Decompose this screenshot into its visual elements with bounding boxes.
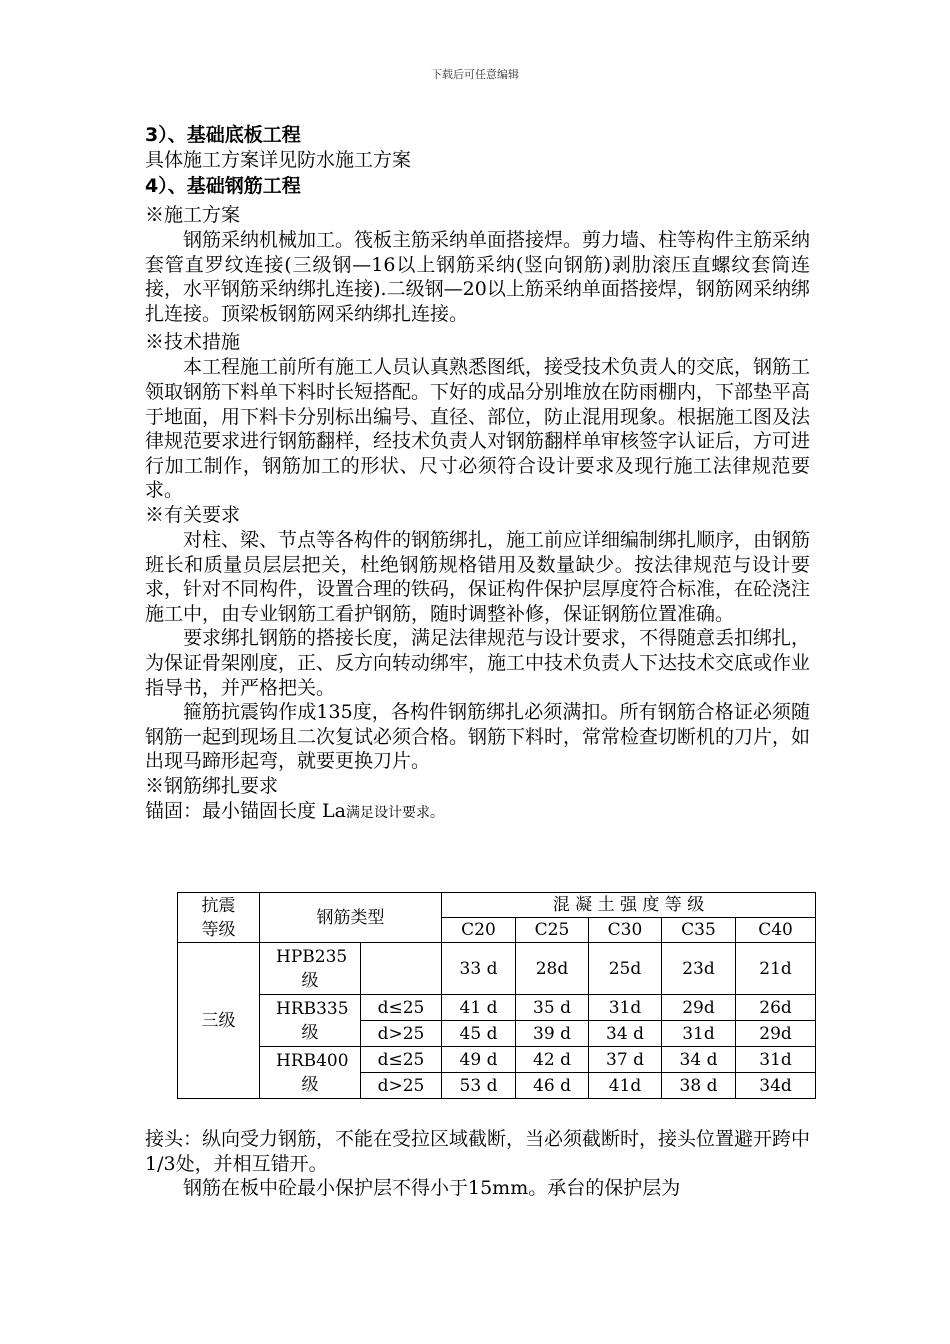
document-body xyxy=(145,122,810,826)
anchor-line xyxy=(145,799,810,826)
rebar-type-cell: HRB400级 xyxy=(260,1047,361,1099)
condition-cell: d>25 xyxy=(361,1021,442,1047)
condition-cell: d≤25 xyxy=(361,995,442,1021)
value-cell: 42 d xyxy=(516,1047,589,1073)
anchor-main: 锚固：最小锚固长度 La xyxy=(145,799,346,822)
table-header-row xyxy=(178,893,816,918)
value-cell: 35 d xyxy=(516,995,589,1021)
value-cell: 34d xyxy=(736,1073,816,1099)
value-cell: 31d xyxy=(662,1021,736,1047)
plan-text: 钢筋采纳机械加工。筏板主筋采纳单面搭接焊。剪力墙、柱等构件主筋采纳套管直罗纹连接(三级钢—16以上钢筋采纳(竖向钢筋)剥肋滚压直螺纹套筒连接，水平钢筋采纳绑扎连接).二级钢—20以上筋采纳单面搭接焊，钢筋网采纳绑扎连接。顶梁板钢筋网采纳绑扎连接。 xyxy=(145,229,811,325)
condition-cell: d≤25 xyxy=(361,1047,442,1073)
rebar-type-cell: HRB335级 xyxy=(260,995,361,1047)
value-cell: 26d xyxy=(736,995,816,1021)
req-paragraph-3: 箍筋抗震钩作成135度，各构件钢筋绑扎必须满扣。所有钢筋合格证必须随钢筋一起到现场且二次复试必须合格。钢筋下料时，常常检查切断机的刀片，如出现马蹄形起弯，就要更换刀片。 xyxy=(145,701,811,773)
table-row xyxy=(178,943,816,995)
condition-cell: d>25 xyxy=(361,1073,442,1099)
anchor-small: 满足设计要求。 xyxy=(346,804,444,821)
value-cell: 34 d xyxy=(662,1047,736,1073)
seismic-level-cell: 三级 xyxy=(178,943,260,1099)
tech-title: ※技术措施 xyxy=(145,331,241,354)
section-4-title: 4）、基础钢筋工程 xyxy=(145,175,301,197)
rebar-type-cell: HPB235级 xyxy=(260,943,361,995)
value-cell: 41d xyxy=(589,1073,662,1099)
header-seismic: 抗震等级 xyxy=(178,893,260,943)
bind-title: ※钢筋绑扎要求 xyxy=(145,774,279,797)
req-title: ※有关要求 xyxy=(145,503,241,526)
header-concrete-grade: 混 凝 土 强 度 等 级 xyxy=(442,893,816,918)
after-table-body xyxy=(145,1127,810,1201)
value-cell: 23d xyxy=(662,943,736,995)
req-paragraph-2: 要求绑扎钢筋的搭接长度，满足法律规范与设计要求，不得随意丢扣绑扎，为保证骨架刚度，正、反方向转动绑牢，施工中技术负责人下达技术交底或作业指导书，并严格把关。 xyxy=(145,627,811,699)
section-3-text: 具体施工方案详见防水施工方案 xyxy=(145,149,412,171)
table-row xyxy=(178,995,816,1021)
joint-text: 接头：纵向受力钢筋，不能在受拉区域截断，当必须截断时，接头位置避开跨中1/3处，并相互错开。 xyxy=(145,1128,811,1175)
req-paragraph-1: 对柱、梁、节点等各构件的钢筋绑扎，施工前应详细编制绑扎顺序，由钢筋班长和质量员层层把关，杜绝钢筋规格错用及数量缺少。按法律规范与设计要求，针对不同构件，设置合理的铁码，保证构件保护层厚度符合标准，在砼浇注施工中，由专业钢筋工看护钢筋，随时调整补修，保证钢筋位置准确。 xyxy=(145,528,811,625)
value-cell: 53 d xyxy=(442,1073,516,1099)
header-rebar-type: 钢筋类型 xyxy=(260,893,442,943)
value-cell: 41 d xyxy=(442,995,516,1021)
value-cell: 45 d xyxy=(442,1021,516,1047)
value-cell: 49 d xyxy=(442,1047,516,1073)
header-note: 下载后可任意编辑 xyxy=(431,68,519,81)
grade-cell: C30 xyxy=(589,918,662,943)
table-row xyxy=(178,1047,816,1073)
value-cell: 31d xyxy=(736,1047,816,1073)
grade-cell: C20 xyxy=(442,918,516,943)
value-cell: 33 d xyxy=(442,943,516,995)
grade-cell: C40 xyxy=(736,918,816,943)
value-cell: 38 d xyxy=(662,1073,736,1099)
plan-title: ※施工方案 xyxy=(145,204,241,226)
grade-cell: C25 xyxy=(516,918,589,943)
value-cell: 28d xyxy=(516,943,589,995)
grade-cell: C35 xyxy=(662,918,736,943)
anchorage-table xyxy=(177,892,816,1099)
value-cell: 37 d xyxy=(589,1047,662,1073)
value-cell: 34 d xyxy=(589,1021,662,1047)
value-cell: 31d xyxy=(589,995,662,1021)
value-cell: 29d xyxy=(736,1021,816,1047)
section-3-title: 3）、基础底板工程 xyxy=(145,124,301,146)
value-cell: 46 d xyxy=(516,1073,589,1099)
value-cell: 39 d xyxy=(516,1021,589,1047)
value-cell: 25d xyxy=(589,943,662,995)
value-cell: 29d xyxy=(662,995,736,1021)
condition-cell xyxy=(361,943,442,995)
tech-text: 本工程施工前所有施工人员认真熟悉图纸，接受技术负责人的交底，钢筋工领取钢筋下料单下料时长短搭配。下好的成品分别堆放在防雨棚内，下部垫平高于地面，用下料卡分别标出编号、直径、部位，防止混用现象。根据施工图及法律规范要求进行钢筋翻样，经技术负责人对钢筋翻样单审核签字认证后，方可进行加工制作，钢筋加工的形状、尺寸必须符合设计要求及现行施工法律规范要求。 xyxy=(145,356,811,502)
cover-text: 钢筋在板中砼最小保护层不得小于15mm。承台的保护层为 xyxy=(183,1177,681,1200)
value-cell: 21d xyxy=(736,943,816,995)
